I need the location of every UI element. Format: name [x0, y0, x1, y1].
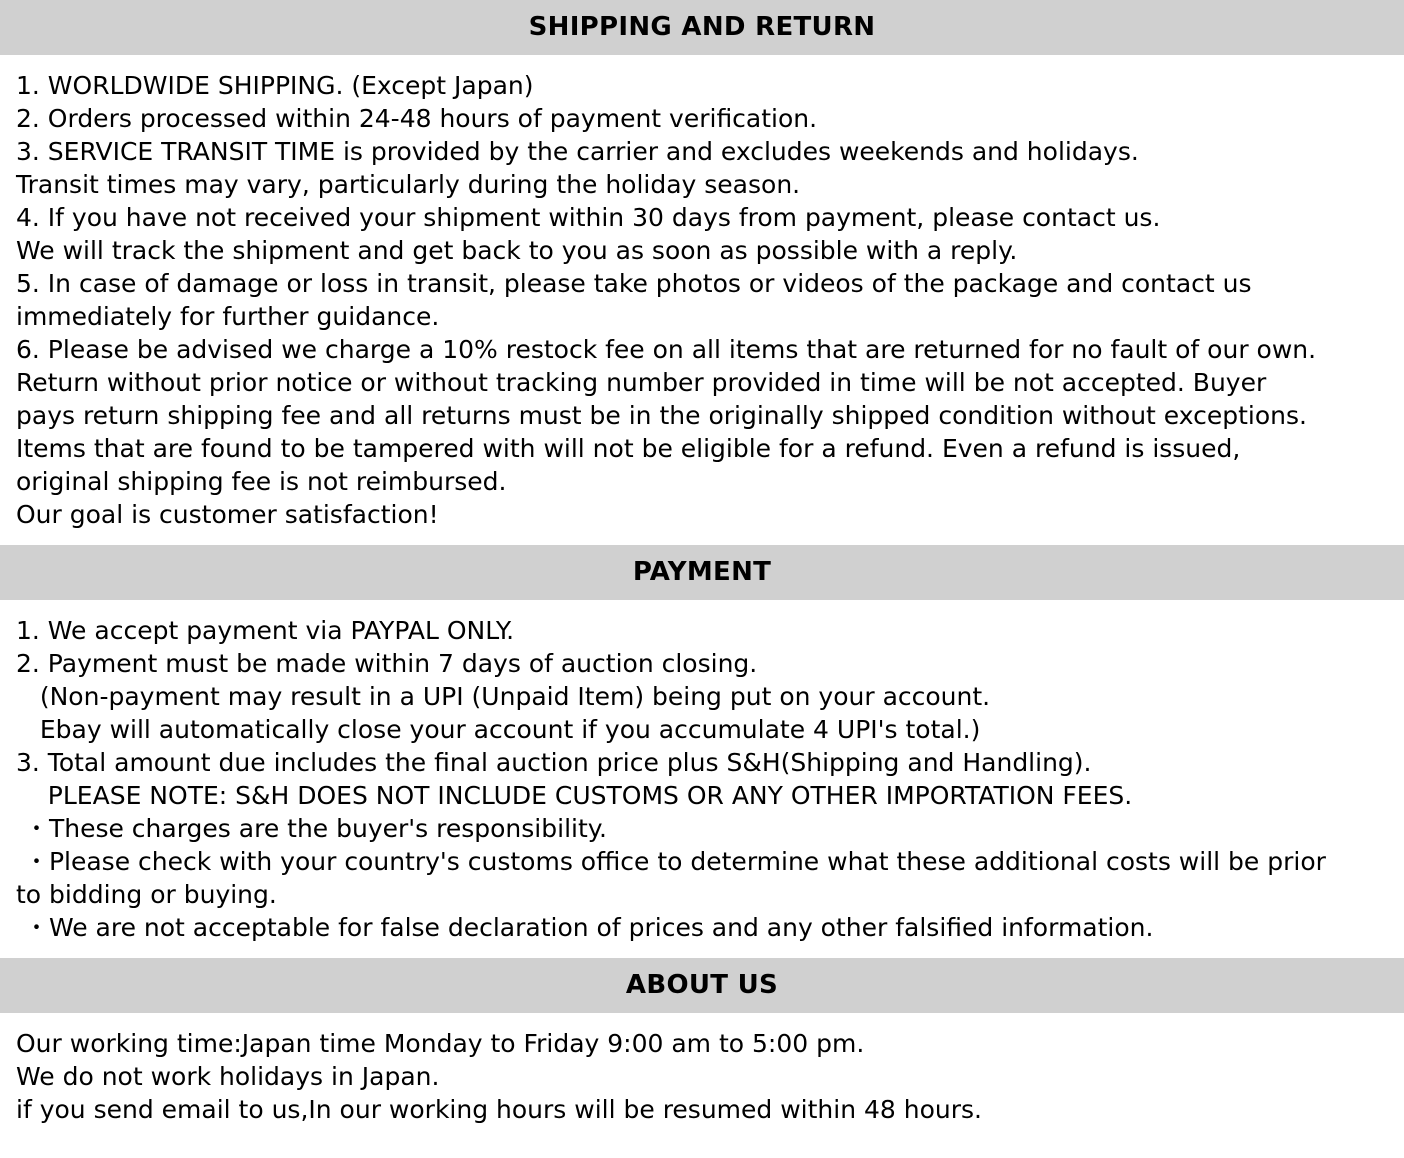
- policy-line: Transit times may vary, particularly during the holiday season.: [16, 170, 801, 199]
- policy-line: 1. We accept payment via PAYPAL ONLY.: [16, 616, 515, 645]
- section-body-payment: [0, 600, 1404, 958]
- policy-line: ・We are not acceptable for false declaration of prices and any other falsified information.: [16, 913, 1154, 942]
- policy-line: pays return shipping fee and all returns must be in the originally shipped condition without exceptions.: [16, 401, 1307, 430]
- policy-line: 1. WORLDWIDE SHIPPING. (Except Japan): [16, 71, 534, 100]
- section-shipping-and-return: [0, 0, 1404, 545]
- policy-line: Return without prior notice or without tracking number provided in time will be not accepted. Buyer: [16, 368, 1267, 397]
- section-header-payment: PAYMENT: [0, 545, 1404, 600]
- page-bottom-spacer: [0, 1140, 1404, 1158]
- policy-line: Ebay will automatically close your account if you accumulate 4 UPI's total.): [16, 715, 981, 744]
- policy-line: 3. SERVICE TRANSIT TIME is provided by the carrier and excludes weekends and holidays.: [16, 137, 1139, 166]
- section-header-about-us: ABOUT US: [0, 958, 1404, 1013]
- policy-line: Items that are found to be tampered with will not be eligible for a refund. Even a refund is issued,: [16, 434, 1241, 463]
- section-header-shipping-and-return: SHIPPING AND RETURN: [0, 0, 1404, 55]
- policy-line: We will track the shipment and get back to you as soon as possible with a reply.: [16, 236, 1018, 265]
- policy-line: to bidding or buying.: [16, 880, 277, 909]
- policy-line: ・These charges are the buyer's responsibility.: [16, 814, 607, 843]
- policy-line: immediately for further guidance.: [16, 302, 440, 331]
- policy-line: if you send email to us,In our working hours will be resumed within 48 hours.: [16, 1095, 982, 1124]
- policy-line: 2. Orders processed within 24-48 hours of payment verification.: [16, 104, 818, 133]
- policy-line: 2. Payment must be made within 7 days of auction closing.: [16, 649, 758, 678]
- policy-line: We do not work holidays in Japan.: [16, 1062, 440, 1091]
- policy-line: 4. If you have not received your shipment within 30 days from payment, please contact us.: [16, 203, 1161, 232]
- policy-line: original shipping fee is not reimbursed.: [16, 467, 507, 496]
- section-body-about-us: [0, 1013, 1404, 1140]
- policy-line: ・Please check with your country's customs office to determine what these additional costs will be prior: [16, 847, 1326, 876]
- policy-line: PLEASE NOTE: S&H DOES NOT INCLUDE CUSTOMS OR ANY OTHER IMPORTATION FEES.: [16, 781, 1133, 810]
- policy-line: 5. In case of damage or loss in transit, please take photos or videos of the package and contact us: [16, 269, 1252, 298]
- policy-line: (Non-payment may result in a UPI (Unpaid Item) being put on your account.: [16, 682, 991, 711]
- policy-line: 3. Total amount due includes the final auction price plus S&H(Shipping and Handling).: [16, 748, 1092, 777]
- section-payment: [0, 545, 1404, 958]
- policy-line: Our working time:Japan time Monday to Friday 9:00 am to 5:00 pm.: [16, 1029, 865, 1058]
- policy-line: Our goal is customer satisfaction!: [16, 500, 439, 529]
- section-body-shipping-and-return: [0, 55, 1404, 545]
- section-about-us: [0, 958, 1404, 1140]
- policy-line: 6. Please be advised we charge a 10% restock fee on all items that are returned for no fault of our own.: [16, 335, 1317, 364]
